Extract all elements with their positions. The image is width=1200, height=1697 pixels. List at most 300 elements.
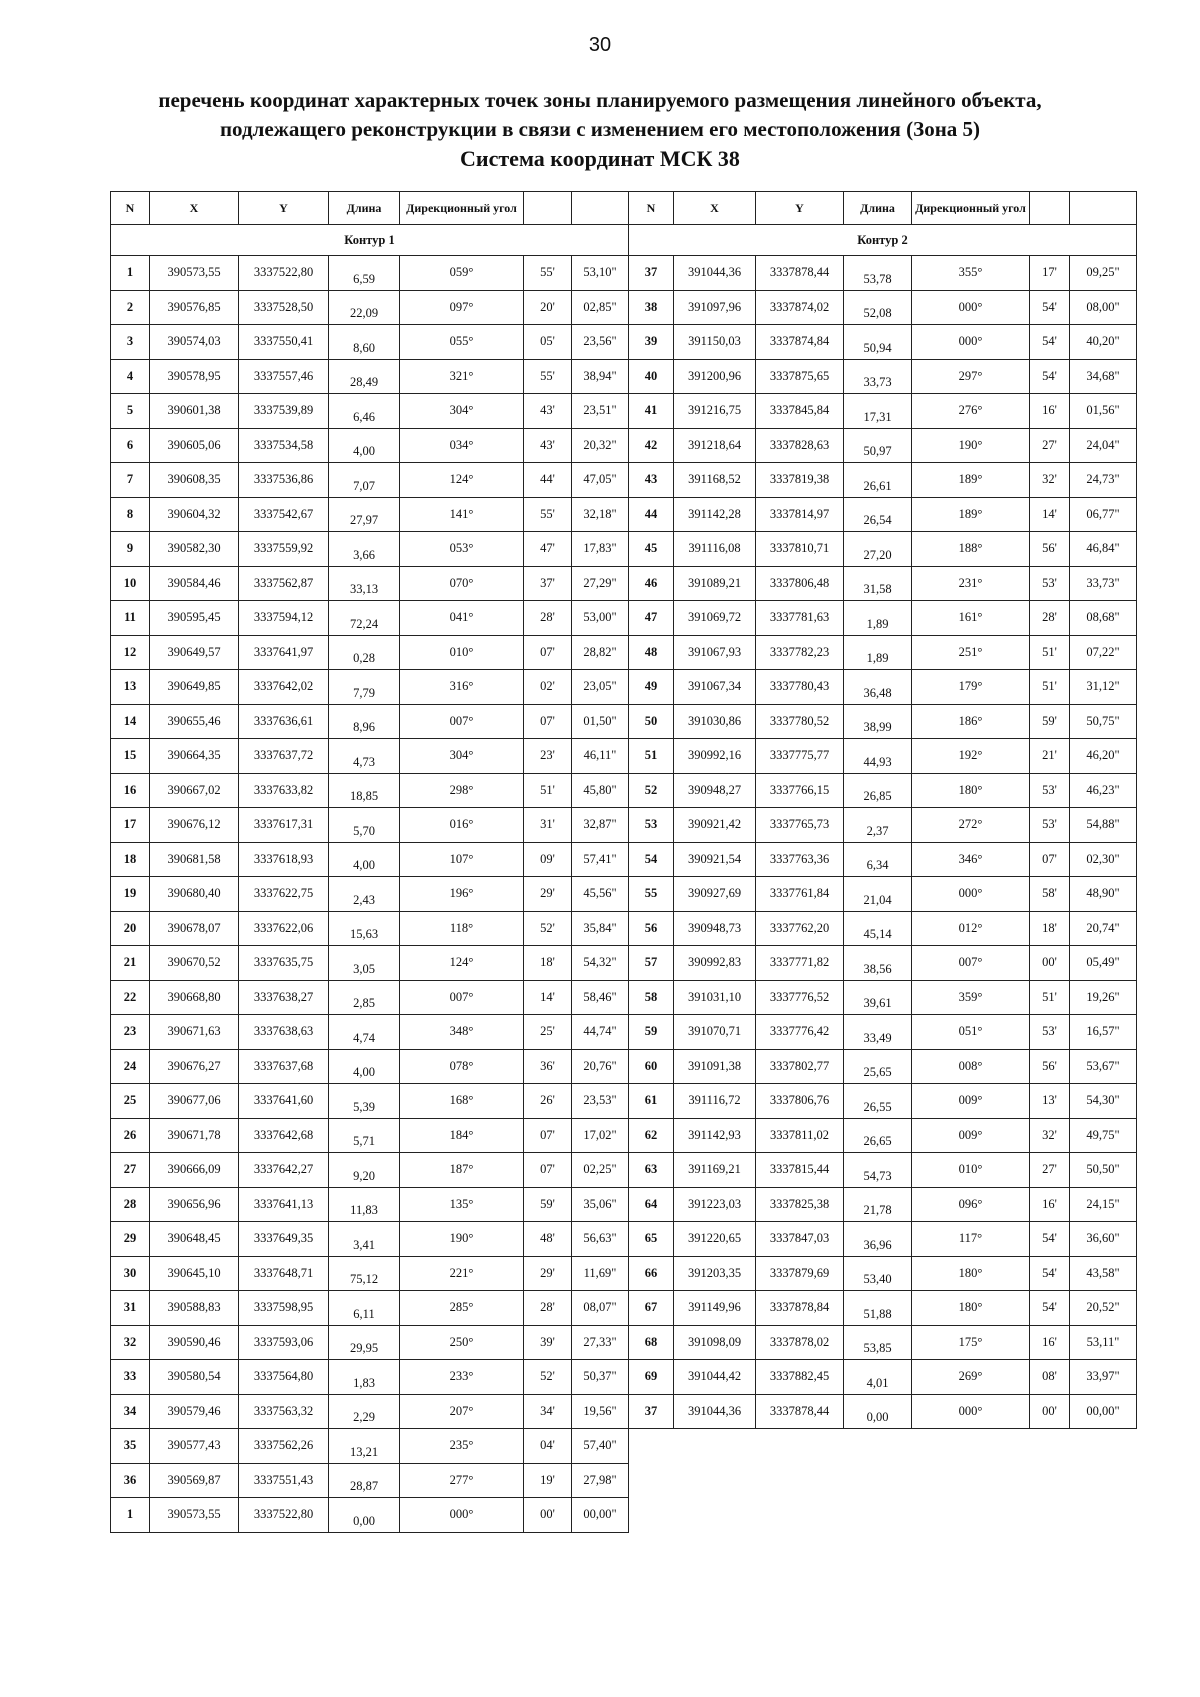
angle-degrees: 124° xyxy=(400,946,524,981)
segment-length: 8,96 xyxy=(329,704,400,739)
coord-x: 391216,75 xyxy=(674,394,756,429)
coord-y: 3337762,20 xyxy=(756,911,844,946)
coord-x: 391116,08 xyxy=(674,532,756,567)
angle-seconds: 27,33" xyxy=(572,1325,629,1360)
point-number: 23 xyxy=(111,1015,150,1050)
angle-seconds: 47,05" xyxy=(572,463,629,498)
segment-length: 51,88 xyxy=(844,1291,912,1326)
coord-y: 3337633,82 xyxy=(239,773,329,808)
table-row xyxy=(111,980,629,1015)
angle-degrees: 000° xyxy=(912,1394,1030,1429)
coord-x: 391223,03 xyxy=(674,1187,756,1222)
coord-x: 390580,54 xyxy=(150,1360,239,1395)
segment-length: 2,37 xyxy=(844,808,912,843)
segment-length: 38,56 xyxy=(844,946,912,981)
table-row xyxy=(111,566,629,601)
coord-x: 391218,64 xyxy=(674,428,756,463)
angle-seconds: 08,00" xyxy=(1070,290,1137,325)
angle-degrees: 034° xyxy=(400,428,524,463)
angle-minutes: 58' xyxy=(1030,877,1070,912)
angle-minutes: 54' xyxy=(1030,1291,1070,1326)
angle-minutes: 51' xyxy=(1030,635,1070,670)
angle-degrees: 141° xyxy=(400,497,524,532)
angle-seconds: 50,50" xyxy=(1070,1153,1137,1188)
coord-y: 3337622,06 xyxy=(239,911,329,946)
angle-degrees: 070° xyxy=(400,566,524,601)
segment-length: 13,21 xyxy=(329,1429,400,1464)
segment-length: 22,09 xyxy=(329,290,400,325)
segment-length: 31,58 xyxy=(844,566,912,601)
angle-minutes: 37' xyxy=(524,566,572,601)
coord-y: 3337780,52 xyxy=(756,704,844,739)
table-row xyxy=(111,1049,629,1084)
coord-x: 390680,40 xyxy=(150,877,239,912)
angle-seconds: 23,51" xyxy=(572,394,629,429)
segment-length: 21,04 xyxy=(844,877,912,912)
coord-y: 3337557,46 xyxy=(239,359,329,394)
table-row xyxy=(629,359,1137,394)
coord-y: 3337563,32 xyxy=(239,1394,329,1429)
coord-y: 3337635,75 xyxy=(239,946,329,981)
coord-x: 390666,09 xyxy=(150,1153,239,1188)
segment-length: 1,83 xyxy=(329,1360,400,1395)
segment-length: 5,39 xyxy=(329,1084,400,1119)
angle-minutes: 13' xyxy=(1030,1084,1070,1119)
coord-y: 3337780,43 xyxy=(756,670,844,705)
point-number: 1 xyxy=(111,256,150,291)
angle-degrees: 285° xyxy=(400,1291,524,1326)
angle-minutes: 29' xyxy=(524,1256,572,1291)
angle-minutes: 56' xyxy=(1030,532,1070,567)
point-number: 6 xyxy=(111,428,150,463)
angle-seconds: 09,25" xyxy=(1070,256,1137,291)
point-number: 4 xyxy=(111,359,150,394)
table-row xyxy=(111,1256,629,1291)
angle-minutes: 36' xyxy=(524,1049,572,1084)
coord-y: 3337562,87 xyxy=(239,566,329,601)
table-row xyxy=(111,1084,629,1119)
title-line-2: подлежащего реконструкции в связи с изменением его местоположения (Зона 5) xyxy=(219,117,981,141)
coord-x: 390656,96 xyxy=(150,1187,239,1222)
angle-seconds: 32,18" xyxy=(572,497,629,532)
angle-degrees: 321° xyxy=(400,359,524,394)
angle-minutes: 07' xyxy=(1030,842,1070,877)
coord-y: 3337874,02 xyxy=(756,290,844,325)
angle-degrees: 190° xyxy=(400,1222,524,1257)
coord-x: 391098,09 xyxy=(674,1325,756,1360)
angle-degrees: 000° xyxy=(912,290,1030,325)
angle-degrees: 007° xyxy=(400,980,524,1015)
table-row xyxy=(629,1015,1137,1050)
coord-y: 3337815,44 xyxy=(756,1153,844,1188)
coord-x: 390595,45 xyxy=(150,601,239,636)
coord-y: 3337879,69 xyxy=(756,1256,844,1291)
table-row xyxy=(111,1394,629,1429)
coord-y: 3337776,52 xyxy=(756,980,844,1015)
table-row xyxy=(111,1153,629,1188)
angle-degrees: 168° xyxy=(400,1084,524,1119)
coord-x: 390573,55 xyxy=(150,1498,239,1533)
coord-y: 3337766,15 xyxy=(756,773,844,808)
header-y: Y xyxy=(239,192,329,225)
coord-y: 3337641,13 xyxy=(239,1187,329,1222)
segment-length: 36,96 xyxy=(844,1222,912,1257)
point-number: 25 xyxy=(111,1084,150,1119)
table-row xyxy=(111,1463,629,1498)
segment-length: 5,70 xyxy=(329,808,400,843)
point-number: 46 xyxy=(629,566,674,601)
point-number: 42 xyxy=(629,428,674,463)
angle-seconds: 46,11" xyxy=(572,739,629,774)
point-number: 29 xyxy=(111,1222,150,1257)
angle-degrees: 233° xyxy=(400,1360,524,1395)
segment-length: 53,85 xyxy=(844,1325,912,1360)
table-row xyxy=(629,877,1137,912)
table-row xyxy=(629,946,1137,981)
angle-seconds: 53,00" xyxy=(572,601,629,636)
coord-y: 3337776,42 xyxy=(756,1015,844,1050)
segment-length: 8,60 xyxy=(329,325,400,360)
coord-x: 390579,46 xyxy=(150,1394,239,1429)
table-row xyxy=(111,1498,629,1533)
segment-length: 53,78 xyxy=(844,256,912,291)
point-number: 7 xyxy=(111,463,150,498)
angle-degrees: 009° xyxy=(912,1084,1030,1119)
segment-length: 1,89 xyxy=(844,635,912,670)
angle-minutes: 00' xyxy=(524,1498,572,1533)
angle-seconds: 02,25" xyxy=(572,1153,629,1188)
coord-y: 3337649,35 xyxy=(239,1222,329,1257)
angle-seconds: 06,77" xyxy=(1070,497,1137,532)
angle-degrees: 000° xyxy=(912,877,1030,912)
coord-x: 390574,03 xyxy=(150,325,239,360)
table-row xyxy=(629,290,1137,325)
segment-length: 2,29 xyxy=(329,1394,400,1429)
angle-seconds: 23,56" xyxy=(572,325,629,360)
coord-x: 390921,42 xyxy=(674,808,756,843)
segment-length: 3,05 xyxy=(329,946,400,981)
point-number: 45 xyxy=(629,532,674,567)
point-number: 12 xyxy=(111,635,150,670)
angle-degrees: 187° xyxy=(400,1153,524,1188)
point-number: 22 xyxy=(111,980,150,1015)
coord-x: 390948,73 xyxy=(674,911,756,946)
segment-length: 54,73 xyxy=(844,1153,912,1188)
coord-y: 3337802,77 xyxy=(756,1049,844,1084)
coord-x: 391067,34 xyxy=(674,670,756,705)
table-row xyxy=(629,1084,1137,1119)
angle-seconds: 32,87" xyxy=(572,808,629,843)
angle-seconds: 35,06" xyxy=(572,1187,629,1222)
angle-minutes: 51' xyxy=(1030,670,1070,705)
table-row xyxy=(629,739,1137,774)
table-row xyxy=(111,532,629,567)
table-row xyxy=(629,1118,1137,1153)
angle-degrees: 355° xyxy=(912,256,1030,291)
coord-x: 390649,85 xyxy=(150,670,239,705)
point-number: 36 xyxy=(111,1463,150,1498)
angle-degrees: 135° xyxy=(400,1187,524,1222)
angle-seconds: 34,68" xyxy=(1070,359,1137,394)
angle-seconds: 23,05" xyxy=(572,670,629,705)
segment-length: 0,00 xyxy=(844,1394,912,1429)
title-line-1: перечень координат характерных точек зоны планируемого размещения линейного объекта, xyxy=(158,88,1042,112)
angle-minutes: 00' xyxy=(1030,946,1070,981)
table-row xyxy=(111,601,629,636)
angle-seconds: 43,58" xyxy=(1070,1256,1137,1291)
segment-length: 26,55 xyxy=(844,1084,912,1119)
coord-y: 3337593,06 xyxy=(239,1325,329,1360)
table-row xyxy=(629,980,1137,1015)
angle-seconds: 45,56" xyxy=(572,877,629,912)
angle-seconds: 33,73" xyxy=(1070,566,1137,601)
coord-x: 391031,10 xyxy=(674,980,756,1015)
point-number: 50 xyxy=(629,704,674,739)
angle-seconds: 54,30" xyxy=(1070,1084,1137,1119)
angle-seconds: 17,83" xyxy=(572,532,629,567)
coord-x: 390664,35 xyxy=(150,739,239,774)
coord-x: 390649,57 xyxy=(150,635,239,670)
angle-degrees: 055° xyxy=(400,325,524,360)
contour-row xyxy=(111,225,629,256)
table-row xyxy=(111,290,629,325)
segment-length: 39,61 xyxy=(844,980,912,1015)
table-row xyxy=(111,1015,629,1050)
point-number: 19 xyxy=(111,877,150,912)
angle-minutes: 43' xyxy=(524,428,572,463)
coord-x: 391067,93 xyxy=(674,635,756,670)
coord-y: 3337536,86 xyxy=(239,463,329,498)
coord-y: 3337522,80 xyxy=(239,256,329,291)
angle-minutes: 18' xyxy=(1030,911,1070,946)
segment-length: 6,59 xyxy=(329,256,400,291)
segment-length: 6,11 xyxy=(329,1291,400,1326)
angle-minutes: 56' xyxy=(1030,1049,1070,1084)
contour-2-rows xyxy=(629,256,1137,1429)
table-row xyxy=(111,463,629,498)
segment-length: 6,34 xyxy=(844,842,912,877)
angle-seconds: 45,80" xyxy=(572,773,629,808)
angle-seconds: 46,84" xyxy=(1070,532,1137,567)
point-number: 41 xyxy=(629,394,674,429)
angle-degrees: 188° xyxy=(912,532,1030,567)
angle-minutes: 02' xyxy=(524,670,572,705)
angle-seconds: 36,60" xyxy=(1070,1222,1137,1257)
point-number: 49 xyxy=(629,670,674,705)
table-row xyxy=(111,1291,629,1326)
coord-y: 3337845,84 xyxy=(756,394,844,429)
angle-minutes: 07' xyxy=(524,635,572,670)
point-number: 48 xyxy=(629,635,674,670)
table-row xyxy=(629,911,1137,946)
angle-seconds: 50,37" xyxy=(572,1360,629,1395)
angle-minutes: 16' xyxy=(1030,1187,1070,1222)
segment-length: 26,65 xyxy=(844,1118,912,1153)
angle-seconds: 40,20" xyxy=(1070,325,1137,360)
angle-minutes: 14' xyxy=(1030,497,1070,532)
table-row xyxy=(111,842,629,877)
header-angle: Дирекционный угол xyxy=(912,192,1030,225)
coord-y: 3337641,60 xyxy=(239,1084,329,1119)
segment-length: 6,46 xyxy=(329,394,400,429)
angle-minutes: 17' xyxy=(1030,256,1070,291)
segment-length: 15,63 xyxy=(329,911,400,946)
angle-seconds: 19,26" xyxy=(1070,980,1137,1015)
point-number: 63 xyxy=(629,1153,674,1188)
point-number: 52 xyxy=(629,773,674,808)
coord-x: 391149,96 xyxy=(674,1291,756,1326)
table-row xyxy=(629,325,1137,360)
angle-seconds: 38,94" xyxy=(572,359,629,394)
coord-y: 3337763,36 xyxy=(756,842,844,877)
coord-y: 3337814,97 xyxy=(756,497,844,532)
point-number: 27 xyxy=(111,1153,150,1188)
angle-minutes: 54' xyxy=(1030,359,1070,394)
angle-degrees: 348° xyxy=(400,1015,524,1050)
angle-minutes: 53' xyxy=(1030,773,1070,808)
header-length: Длина xyxy=(329,192,400,225)
segment-length: 75,12 xyxy=(329,1256,400,1291)
coord-y: 3337636,61 xyxy=(239,704,329,739)
contour-1-rows xyxy=(111,256,629,1533)
table-row xyxy=(111,359,629,394)
angle-seconds: 46,23" xyxy=(1070,773,1137,808)
angle-minutes: 28' xyxy=(524,601,572,636)
table-row xyxy=(111,877,629,912)
point-number: 64 xyxy=(629,1187,674,1222)
angle-seconds: 01,50" xyxy=(572,704,629,739)
point-number: 21 xyxy=(111,946,150,981)
angle-degrees: 107° xyxy=(400,842,524,877)
angle-seconds: 20,76" xyxy=(572,1049,629,1084)
coord-x: 391169,21 xyxy=(674,1153,756,1188)
angle-degrees: 304° xyxy=(400,394,524,429)
segment-length: 9,20 xyxy=(329,1153,400,1188)
coord-x: 391168,52 xyxy=(674,463,756,498)
angle-degrees: 009° xyxy=(912,1118,1030,1153)
coord-x: 391044,36 xyxy=(674,256,756,291)
point-number: 18 xyxy=(111,842,150,877)
angle-seconds: 56,63" xyxy=(572,1222,629,1257)
point-number: 33 xyxy=(111,1360,150,1395)
table-row xyxy=(629,773,1137,808)
table-row xyxy=(111,773,629,808)
angle-degrees: 041° xyxy=(400,601,524,636)
table-row xyxy=(629,1291,1137,1326)
coord-y: 3337819,38 xyxy=(756,463,844,498)
angle-minutes: 54' xyxy=(1030,325,1070,360)
angle-minutes: 39' xyxy=(524,1325,572,1360)
angle-degrees: 117° xyxy=(912,1222,1030,1257)
coord-y: 3337542,67 xyxy=(239,497,329,532)
point-number: 57 xyxy=(629,946,674,981)
angle-degrees: 184° xyxy=(400,1118,524,1153)
point-number: 54 xyxy=(629,842,674,877)
coord-y: 3337528,50 xyxy=(239,290,329,325)
table-row xyxy=(629,842,1137,877)
coord-x: 390569,87 xyxy=(150,1463,239,1498)
table-row xyxy=(111,428,629,463)
segment-length: 4,74 xyxy=(329,1015,400,1050)
angle-minutes: 25' xyxy=(524,1015,572,1050)
angle-degrees: 250° xyxy=(400,1325,524,1360)
angle-minutes: 51' xyxy=(524,773,572,808)
angle-minutes: 28' xyxy=(524,1291,572,1326)
segment-length: 4,73 xyxy=(329,739,400,774)
point-number: 59 xyxy=(629,1015,674,1050)
angle-minutes: 54' xyxy=(1030,1256,1070,1291)
angle-minutes: 16' xyxy=(1030,1325,1070,1360)
angle-degrees: 118° xyxy=(400,911,524,946)
coord-x: 391030,86 xyxy=(674,704,756,739)
angle-degrees: 276° xyxy=(912,394,1030,429)
angle-minutes: 59' xyxy=(1030,704,1070,739)
segment-length: 0,00 xyxy=(329,1498,400,1533)
angle-degrees: 359° xyxy=(912,980,1030,1015)
coord-x: 391142,93 xyxy=(674,1118,756,1153)
angle-minutes: 55' xyxy=(524,497,572,532)
angle-degrees: 096° xyxy=(912,1187,1030,1222)
coord-x: 391150,03 xyxy=(674,325,756,360)
angle-seconds: 16,57" xyxy=(1070,1015,1137,1050)
point-number: 32 xyxy=(111,1325,150,1360)
segment-length: 28,87 xyxy=(329,1463,400,1498)
angle-degrees: 179° xyxy=(912,670,1030,705)
coord-y: 3337882,45 xyxy=(756,1360,844,1395)
table-row xyxy=(629,1325,1137,1360)
coord-x: 390992,83 xyxy=(674,946,756,981)
angle-minutes: 05' xyxy=(524,325,572,360)
document-title xyxy=(100,86,1100,173)
point-number: 20 xyxy=(111,911,150,946)
coord-y: 3337810,71 xyxy=(756,532,844,567)
table-row xyxy=(111,325,629,360)
point-number: 67 xyxy=(629,1291,674,1326)
coord-x: 391091,38 xyxy=(674,1049,756,1084)
coord-y: 3337550,41 xyxy=(239,325,329,360)
angle-degrees: 078° xyxy=(400,1049,524,1084)
angle-minutes: 54' xyxy=(1030,290,1070,325)
angle-degrees: 124° xyxy=(400,463,524,498)
table-row xyxy=(111,1118,629,1153)
coord-x: 390676,27 xyxy=(150,1049,239,1084)
coord-y: 3337825,38 xyxy=(756,1187,844,1222)
angle-minutes: 19' xyxy=(524,1463,572,1498)
header-row xyxy=(629,192,1137,225)
angle-minutes: 43' xyxy=(524,394,572,429)
coord-y: 3337878,44 xyxy=(756,1394,844,1429)
table-row xyxy=(111,256,629,291)
point-number: 35 xyxy=(111,1429,150,1464)
segment-length: 26,85 xyxy=(844,773,912,808)
contour-row xyxy=(629,225,1137,256)
angle-degrees: 007° xyxy=(400,704,524,739)
header-angle: Дирекционный угол xyxy=(400,192,524,225)
segment-length: 4,00 xyxy=(329,428,400,463)
table-row xyxy=(111,1360,629,1395)
table-row xyxy=(629,1187,1137,1222)
angle-degrees: 207° xyxy=(400,1394,524,1429)
angle-seconds: 02,30" xyxy=(1070,842,1137,877)
angle-degrees: 059° xyxy=(400,256,524,291)
contour-1-label: Контур 1 xyxy=(111,225,629,256)
point-number: 44 xyxy=(629,497,674,532)
point-number: 62 xyxy=(629,1118,674,1153)
angle-degrees: 180° xyxy=(912,773,1030,808)
point-number: 37 xyxy=(629,1394,674,1429)
angle-degrees: 180° xyxy=(912,1256,1030,1291)
angle-degrees: 189° xyxy=(912,463,1030,498)
